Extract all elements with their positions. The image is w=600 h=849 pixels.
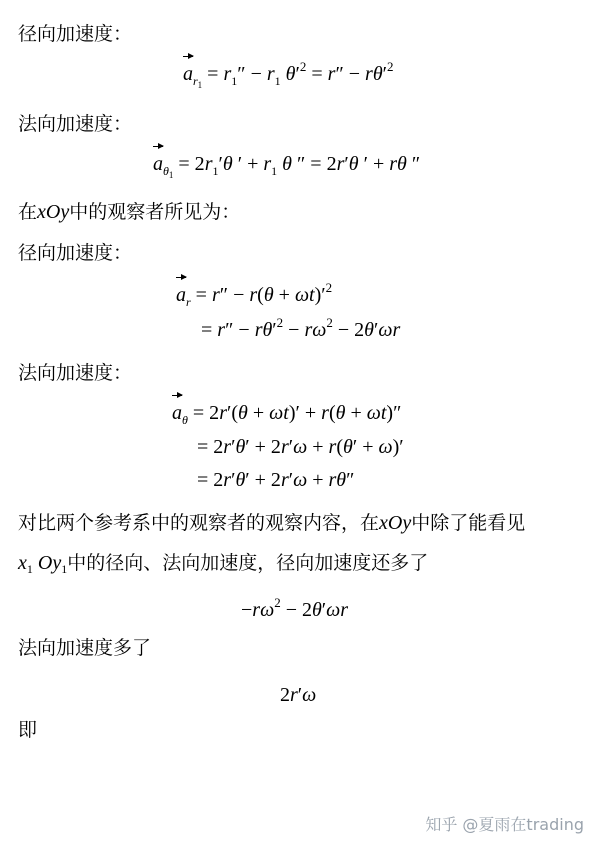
text: 中除了能看见 [411,512,526,534]
equation-normal-inertial-2: = 2r′θ′ + 2r′ω + r(θ′ + ω)′ [197,436,404,458]
equation-normal-rotating: $a_{\theta_1} = 2r_1'\theta$ ′ + $r_1$ θ ″ = 2r′θ ′ + rθ ″ [153,152,420,176]
math-var: xOy [379,512,412,534]
zhihu-watermark: 知乎 @夏雨在trading [425,815,584,834]
equation-normal-inertial-3: = 2r′θ′ + 2r′ω + rθ″ [197,469,355,491]
text: 中的径向、法向加速度，径向加速度还多了 [67,552,429,574]
compare-line [18,511,525,535]
text: 在 [18,201,38,223]
frame-line [18,551,428,581]
normal-accel-label-2: 法向加速度： [18,362,133,384]
equation-extra-radial: $-r\omega^2 - 2\theta'\omega r$ [241,595,349,621]
equation-normal-inertial-1: $a_\theta = 2r'(\theta + \omega t)' + r(\theta + \omega t)''$ [172,401,401,425]
equation-radial-inertial-2: = $r'' - r\theta'^2 - r\omega^2 - 2\theta'\omega r$ [201,315,401,341]
text: 对比两个参考系中的观察者的观察内容，在 [18,512,380,534]
xoy-observer-line [18,200,240,224]
radial-accel-label-1: 径向加速度： [18,23,133,45]
math-var: xOy [37,201,70,223]
ji-label: 即 [18,719,38,741]
normal-accel-label-1: 法向加速度： [18,113,133,135]
text: 中的观察者所见为： [69,201,241,223]
equation-extra-normal: 2r′ω [280,684,317,706]
equation-radial-inertial-1: $a_r = r'' - r(\theta + \omega t)'^2$ [176,283,332,307]
frame-var: $x_1$ $Oy_1$ [18,552,68,576]
normal-more-label: 法向加速度多了 [18,637,152,659]
equation-radial-rotating: $a_{r_1} = r_1'' - r_1$ $\theta'^2 = r'' - r\theta'^2$ [183,62,394,86]
radial-accel-label-2: 径向加速度： [18,242,133,264]
